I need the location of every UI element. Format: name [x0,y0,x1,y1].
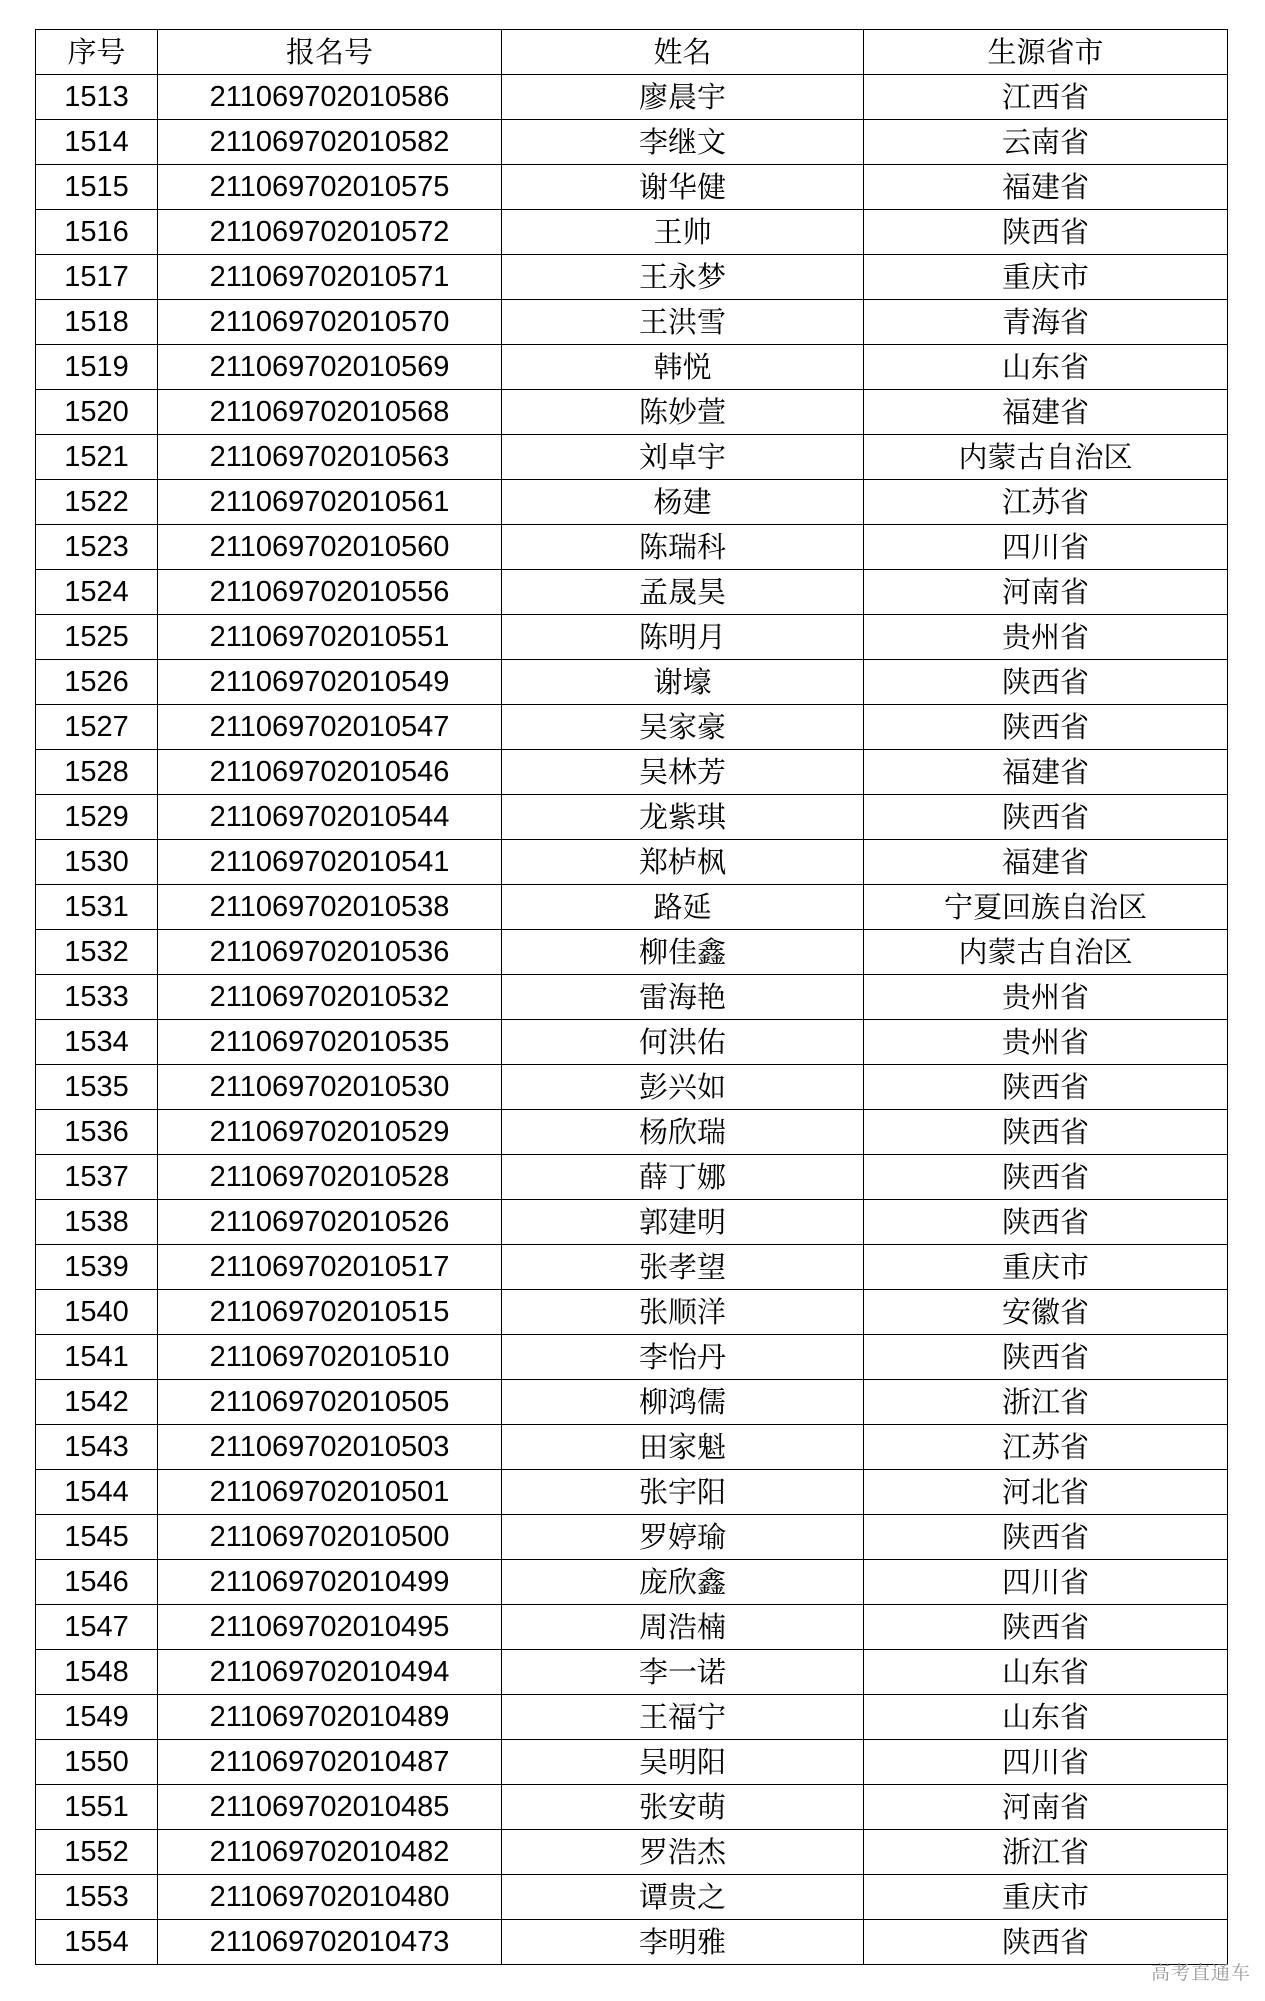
cell-origin-province: 陕西省 [864,1065,1228,1110]
cell-registration-number: 211069702010473 [158,1920,502,1965]
cell-registration-number: 211069702010503 [158,1425,502,1470]
cell-registration-number: 211069702010480 [158,1875,502,1920]
table-row [36,1065,1228,1110]
cell-seq: 1515 [36,165,158,210]
cell-origin-province: 浙江省 [864,1830,1228,1875]
cell-registration-number: 211069702010538 [158,885,502,930]
cell-registration-number: 211069702010482 [158,1830,502,1875]
cell-name: 杨欣瑞 [502,1110,864,1155]
cell-seq: 1554 [36,1920,158,1965]
table-row [36,570,1228,615]
cell-seq: 1516 [36,210,158,255]
cell-name: 张宇阳 [502,1470,864,1515]
table-row [36,1335,1228,1380]
cell-seq: 1527 [36,705,158,750]
cell-registration-number: 211069702010517 [158,1245,502,1290]
cell-origin-province: 四川省 [864,1560,1228,1605]
cell-registration-number: 211069702010532 [158,975,502,1020]
table-row [36,1110,1228,1155]
cell-name: 吴明阳 [502,1740,864,1785]
cell-seq: 1539 [36,1245,158,1290]
cell-registration-number: 211069702010515 [158,1290,502,1335]
cell-origin-province: 山东省 [864,1650,1228,1695]
table-row [36,1650,1228,1695]
cell-registration-number: 211069702010501 [158,1470,502,1515]
cell-registration-number: 211069702010547 [158,705,502,750]
cell-origin-province: 陕西省 [864,1335,1228,1380]
cell-name: 韩悦 [502,345,864,390]
cell-seq: 1533 [36,975,158,1020]
table-row [36,705,1228,750]
cell-registration-number: 211069702010489 [158,1695,502,1740]
table-row [36,120,1228,165]
cell-origin-province: 陕西省 [864,1515,1228,1560]
cell-name: 陈妙萱 [502,390,864,435]
cell-origin-province: 陕西省 [864,705,1228,750]
cell-registration-number: 211069702010485 [158,1785,502,1830]
cell-registration-number: 211069702010572 [158,210,502,255]
cell-seq: 1535 [36,1065,158,1110]
table-row [36,165,1228,210]
table-row [36,975,1228,1020]
cell-origin-province: 江西省 [864,75,1228,120]
cell-seq: 1548 [36,1650,158,1695]
cell-origin-province: 四川省 [864,525,1228,570]
cell-origin-province: 贵州省 [864,1020,1228,1065]
cell-name: 刘卓宇 [502,435,864,480]
cell-registration-number: 211069702010530 [158,1065,502,1110]
cell-registration-number: 211069702010487 [158,1740,502,1785]
header-registration-number: 报名号 [158,30,502,75]
cell-seq: 1520 [36,390,158,435]
header-origin-province: 生源省市 [864,30,1228,75]
cell-seq: 1529 [36,795,158,840]
cell-registration-number: 211069702010544 [158,795,502,840]
cell-seq: 1536 [36,1110,158,1155]
cell-registration-number: 211069702010535 [158,1020,502,1065]
cell-seq: 1524 [36,570,158,615]
table-row [36,750,1228,795]
cell-origin-province: 福建省 [864,840,1228,885]
cell-origin-province: 山东省 [864,1695,1228,1740]
cell-registration-number: 211069702010561 [158,480,502,525]
cell-name: 周浩楠 [502,1605,864,1650]
cell-seq: 1528 [36,750,158,795]
cell-registration-number: 211069702010500 [158,1515,502,1560]
cell-name: 孟晟昊 [502,570,864,615]
cell-seq: 1517 [36,255,158,300]
table-row [36,1830,1228,1875]
table-row [36,1605,1228,1650]
table-row [36,1515,1228,1560]
table-row [36,1200,1228,1245]
cell-name: 谭贵之 [502,1875,864,1920]
cell-registration-number: 211069702010529 [158,1110,502,1155]
cell-seq: 1537 [36,1155,158,1200]
cell-name: 田家魁 [502,1425,864,1470]
cell-origin-province: 云南省 [864,120,1228,165]
table-header-row [36,30,1228,75]
table-row [36,255,1228,300]
cell-registration-number: 211069702010510 [158,1335,502,1380]
cell-seq: 1522 [36,480,158,525]
table-row [36,1380,1228,1425]
cell-origin-province: 陕西省 [864,1200,1228,1245]
cell-origin-province: 宁夏回族自治区 [864,885,1228,930]
cell-origin-province: 重庆市 [864,1245,1228,1290]
cell-origin-province: 陕西省 [864,660,1228,705]
cell-seq: 1531 [36,885,158,930]
cell-name: 王永梦 [502,255,864,300]
cell-origin-province: 河南省 [864,1785,1228,1830]
table-row [36,885,1228,930]
cell-registration-number: 211069702010560 [158,525,502,570]
cell-seq: 1543 [36,1425,158,1470]
cell-origin-province: 陕西省 [864,1155,1228,1200]
cell-registration-number: 211069702010526 [158,1200,502,1245]
cell-registration-number: 211069702010568 [158,390,502,435]
table-row [36,1740,1228,1785]
cell-name: 郭建明 [502,1200,864,1245]
table-row [36,1425,1228,1470]
cell-seq: 1551 [36,1785,158,1830]
cell-seq: 1550 [36,1740,158,1785]
cell-origin-province: 河南省 [864,570,1228,615]
cell-name: 杨建 [502,480,864,525]
cell-seq: 1525 [36,615,158,660]
cell-name: 庞欣鑫 [502,1560,864,1605]
cell-origin-province: 四川省 [864,1740,1228,1785]
cell-registration-number: 211069702010528 [158,1155,502,1200]
cell-origin-province: 陕西省 [864,1110,1228,1155]
cell-registration-number: 211069702010563 [158,435,502,480]
table-row [36,390,1228,435]
cell-name: 廖晨宇 [502,75,864,120]
cell-registration-number: 211069702010582 [158,120,502,165]
cell-origin-province: 浙江省 [864,1380,1228,1425]
table-row [36,795,1228,840]
cell-name: 吴家豪 [502,705,864,750]
cell-seq: 1513 [36,75,158,120]
cell-name: 李继文 [502,120,864,165]
cell-origin-province: 内蒙古自治区 [864,435,1228,480]
cell-seq: 1547 [36,1605,158,1650]
table-row [36,1245,1228,1290]
cell-seq: 1545 [36,1515,158,1560]
cell-registration-number: 211069702010536 [158,930,502,975]
cell-seq: 1514 [36,120,158,165]
table-row [36,345,1228,390]
cell-seq: 1542 [36,1380,158,1425]
cell-name: 谢华健 [502,165,864,210]
cell-name: 罗婷瑜 [502,1515,864,1560]
cell-registration-number: 211069702010571 [158,255,502,300]
cell-seq: 1540 [36,1290,158,1335]
cell-origin-province: 福建省 [864,750,1228,795]
table-row [36,840,1228,885]
cell-origin-province: 陕西省 [864,1605,1228,1650]
cell-seq: 1546 [36,1560,158,1605]
table-row [36,300,1228,345]
cell-registration-number: 211069702010495 [158,1605,502,1650]
cell-name: 雷海艳 [502,975,864,1020]
table-row [36,660,1228,705]
table-body [36,75,1228,1965]
cell-name: 王洪雪 [502,300,864,345]
cell-seq: 1534 [36,1020,158,1065]
cell-seq: 1532 [36,930,158,975]
cell-seq: 1521 [36,435,158,480]
cell-name: 罗浩杰 [502,1830,864,1875]
cell-name: 路延 [502,885,864,930]
cell-registration-number: 211069702010569 [158,345,502,390]
cell-origin-province: 安徽省 [864,1290,1228,1335]
cell-name: 张安萌 [502,1785,864,1830]
cell-origin-province: 陕西省 [864,210,1228,255]
header-name: 姓名 [502,30,864,75]
cell-registration-number: 211069702010570 [158,300,502,345]
table-row [36,615,1228,660]
cell-seq: 1530 [36,840,158,885]
cell-name: 王帅 [502,210,864,255]
cell-origin-province: 福建省 [864,390,1228,435]
cell-seq: 1544 [36,1470,158,1515]
cell-name: 谢壕 [502,660,864,705]
table-row [36,1785,1228,1830]
cell-seq: 1552 [36,1830,158,1875]
table-row [36,1560,1228,1605]
cell-registration-number: 211069702010494 [158,1650,502,1695]
table-row [36,75,1228,120]
cell-registration-number: 211069702010556 [158,570,502,615]
cell-name: 郑栌枫 [502,840,864,885]
cell-name: 张孝望 [502,1245,864,1290]
cell-name: 陈瑞科 [502,525,864,570]
cell-seq: 1526 [36,660,158,705]
cell-origin-province: 江苏省 [864,1425,1228,1470]
table-row [36,1920,1228,1965]
cell-origin-province: 福建省 [864,165,1228,210]
table-row [36,210,1228,255]
cell-origin-province: 贵州省 [864,615,1228,660]
cell-seq: 1553 [36,1875,158,1920]
admission-list-table [35,29,1228,1965]
cell-origin-province: 河北省 [864,1470,1228,1515]
cell-registration-number: 211069702010505 [158,1380,502,1425]
table-row [36,1020,1228,1065]
table-row [36,1290,1228,1335]
cell-origin-province: 陕西省 [864,1920,1228,1965]
cell-name: 陈明月 [502,615,864,660]
cell-name: 王福宁 [502,1695,864,1740]
table-row [36,930,1228,975]
cell-name: 柳鸿儒 [502,1380,864,1425]
table-row [36,1695,1228,1740]
cell-name: 李明雅 [502,1920,864,1965]
cell-seq: 1519 [36,345,158,390]
cell-registration-number: 211069702010546 [158,750,502,795]
cell-origin-province: 山东省 [864,345,1228,390]
cell-name: 薛丁娜 [502,1155,864,1200]
cell-name: 柳佳鑫 [502,930,864,975]
cell-name: 龙紫琪 [502,795,864,840]
cell-name: 吴林芳 [502,750,864,795]
cell-registration-number: 211069702010551 [158,615,502,660]
cell-name: 彭兴如 [502,1065,864,1110]
cell-seq: 1541 [36,1335,158,1380]
table-row [36,1470,1228,1515]
header-seq: 序号 [36,30,158,75]
cell-seq: 1523 [36,525,158,570]
cell-name: 何洪佑 [502,1020,864,1065]
cell-name: 张顺洋 [502,1290,864,1335]
cell-name: 李怡丹 [502,1335,864,1380]
cell-seq: 1518 [36,300,158,345]
table-row [36,435,1228,480]
cell-origin-province: 青海省 [864,300,1228,345]
table-row [36,1155,1228,1200]
cell-origin-province: 江苏省 [864,480,1228,525]
cell-registration-number: 211069702010499 [158,1560,502,1605]
cell-origin-province: 陕西省 [864,795,1228,840]
cell-origin-province: 内蒙古自治区 [864,930,1228,975]
cell-registration-number: 211069702010541 [158,840,502,885]
table-row [36,1875,1228,1920]
cell-registration-number: 211069702010575 [158,165,502,210]
table-row [36,480,1228,525]
cell-seq: 1549 [36,1695,158,1740]
cell-origin-province: 贵州省 [864,975,1228,1020]
table-row [36,525,1228,570]
cell-seq: 1538 [36,1200,158,1245]
cell-name: 李一诺 [502,1650,864,1695]
cell-origin-province: 重庆市 [864,255,1228,300]
cell-origin-province: 重庆市 [864,1875,1228,1920]
watermark-text: 高考直通车 [1150,1962,1251,1984]
cell-registration-number: 211069702010549 [158,660,502,705]
cell-registration-number: 211069702010586 [158,75,502,120]
